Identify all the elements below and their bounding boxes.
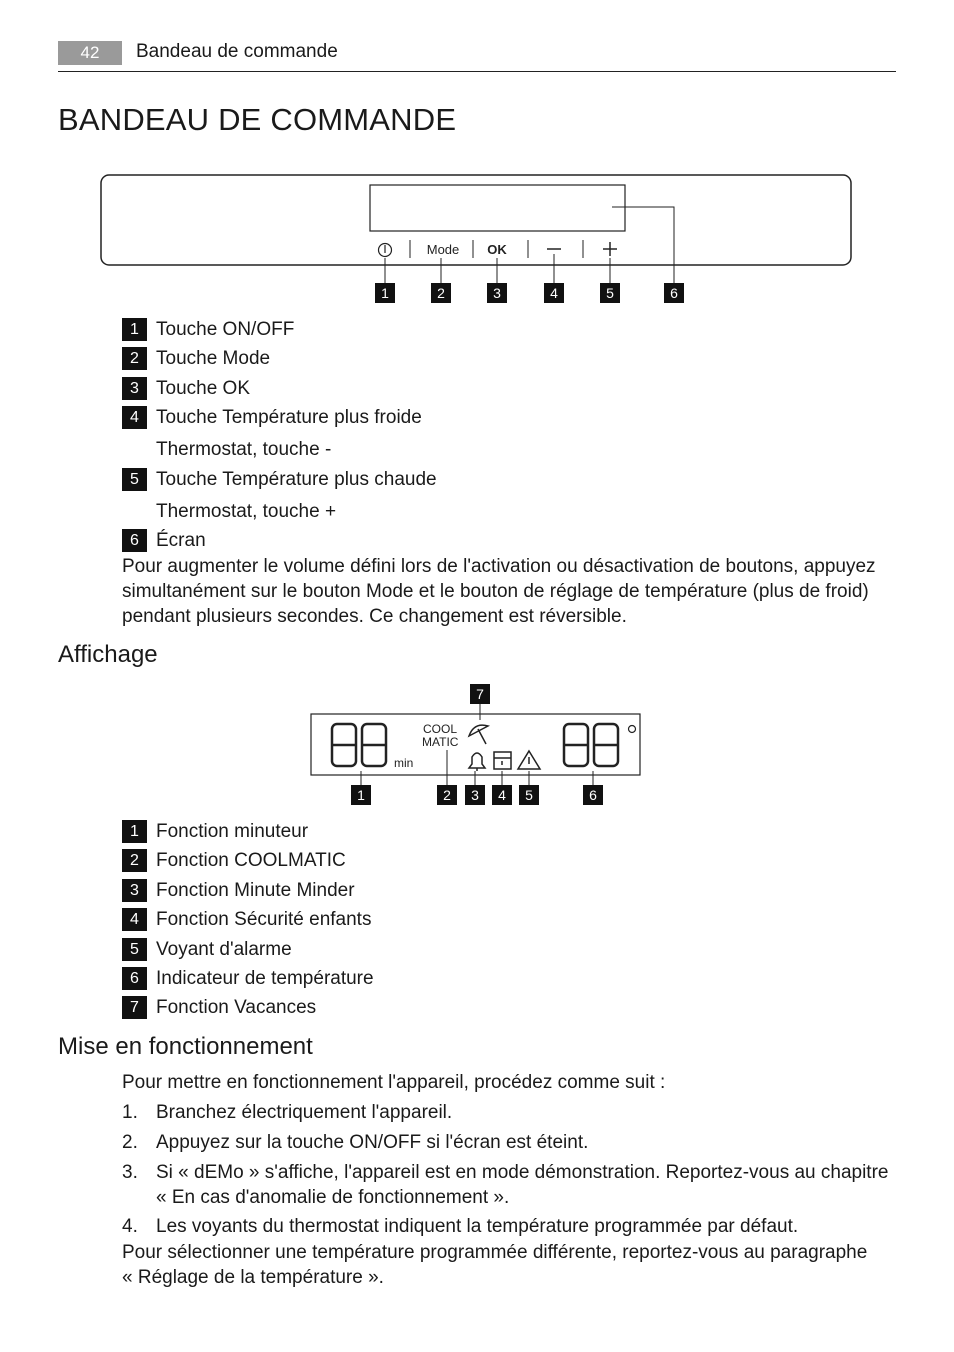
display-callout-2: 2 xyxy=(437,785,457,805)
section-heading-startup: Mise en fonctionnement xyxy=(58,1033,313,1060)
startup-intro: Pour mettre en fonctionnement l'appareil, procédez comme suit : xyxy=(122,1072,666,1093)
startup-step-continuation: « En cas d'anomalie de fonctionnement ». xyxy=(156,1187,510,1208)
display-callout-1: 1 xyxy=(351,785,371,805)
section-heading-display: Affichage xyxy=(58,641,158,668)
display-outline xyxy=(311,714,640,775)
child-lock-icon xyxy=(494,752,511,769)
control-panel-diagram xyxy=(0,0,954,310)
startup-outro: Pour sélectionner une température programmée différente, reportez-vous au paragraphe « Réglage de la température ». xyxy=(122,1242,868,1288)
legend-item: 1 Fonction minuteur xyxy=(122,820,308,844)
legend-item: 5 Touche Température plus chaude xyxy=(122,468,437,492)
plus-icon xyxy=(603,242,617,256)
display-callout-3: 3 xyxy=(465,785,485,805)
panel-callout-6: 6 xyxy=(664,283,684,303)
legend-item: 3 Touche OK xyxy=(122,377,250,401)
display-callout-4: 4 xyxy=(492,785,512,805)
legend-item: 3 Fonction Minute Minder xyxy=(122,879,355,903)
temperature-digits xyxy=(564,724,618,766)
legend-item: 2 Touche Mode xyxy=(122,347,270,371)
panel-callout-2: 2 xyxy=(431,283,451,303)
degree-icon xyxy=(629,726,636,733)
panel-callout-5: 5 xyxy=(600,283,620,303)
panel-callout-4: 4 xyxy=(544,283,564,303)
legend-item: 4 Fonction Sécurité enfants xyxy=(122,908,371,932)
umbrella-icon xyxy=(469,725,488,744)
matic-label: MATIC xyxy=(422,735,459,749)
legend-item: 6 Indicateur de température xyxy=(122,967,374,991)
volume-note: Pour augmenter le volume défini lors de l'activation ou désactivation de boutons, appuyez simultanément sur le bouton Mode et le bouton de réglage de température (plus de froid) pendant plusieurs secondes. Ce changement est réversible. xyxy=(122,556,876,627)
running-header: Bandeau de commande xyxy=(136,41,338,62)
display-callout-5: 5 xyxy=(519,785,539,805)
panel-screen xyxy=(370,185,625,231)
legend-item: 7 Fonction Vacances xyxy=(122,996,316,1020)
panel-callout-1: 1 xyxy=(375,283,395,303)
display-callout-6: 6 xyxy=(583,785,603,805)
page-title: BANDEAU DE COMMANDE xyxy=(58,102,457,137)
timer-digits xyxy=(332,724,386,766)
panel-outline xyxy=(101,175,851,265)
legend-subtext: Thermostat, touche + xyxy=(156,501,337,522)
page-number: 42 xyxy=(58,41,122,65)
startup-step: 1. Branchez électriquement l'appareil. xyxy=(122,1102,453,1123)
startup-step: 2. Appuyez sur la touche ON/OFF si l'écran est éteint. xyxy=(122,1132,589,1153)
warning-icon xyxy=(518,751,540,769)
legend-item: 1 Touche ON/OFF xyxy=(122,318,294,342)
power-icon xyxy=(379,244,392,257)
legend-item: 5 Voyant d'alarme xyxy=(122,938,292,962)
legend-item: 6 Écran xyxy=(122,529,206,553)
legend-item: 4 Touche Température plus froide xyxy=(122,406,422,430)
min-label: min xyxy=(394,756,414,770)
startup-step: 4. Les voyants du thermostat indiquent la température programmée par défaut. xyxy=(122,1216,799,1237)
bell-icon xyxy=(469,753,485,771)
panel-callout-3: 3 xyxy=(487,283,507,303)
display-callout-7: 7 xyxy=(470,684,490,704)
legend-item: 2 Fonction COOLMATIC xyxy=(122,849,346,873)
ok-button-label: OK xyxy=(487,242,507,257)
legend-subtext: Thermostat, touche - xyxy=(156,439,332,460)
cool-label: COOL xyxy=(423,722,458,736)
startup-step: 3. Si « dEMo » s'affiche, l'appareil est en mode démonstration. Reportez-vous au chapitre xyxy=(122,1162,889,1183)
leader-6 xyxy=(612,207,674,284)
mode-button-label: Mode xyxy=(426,242,460,257)
